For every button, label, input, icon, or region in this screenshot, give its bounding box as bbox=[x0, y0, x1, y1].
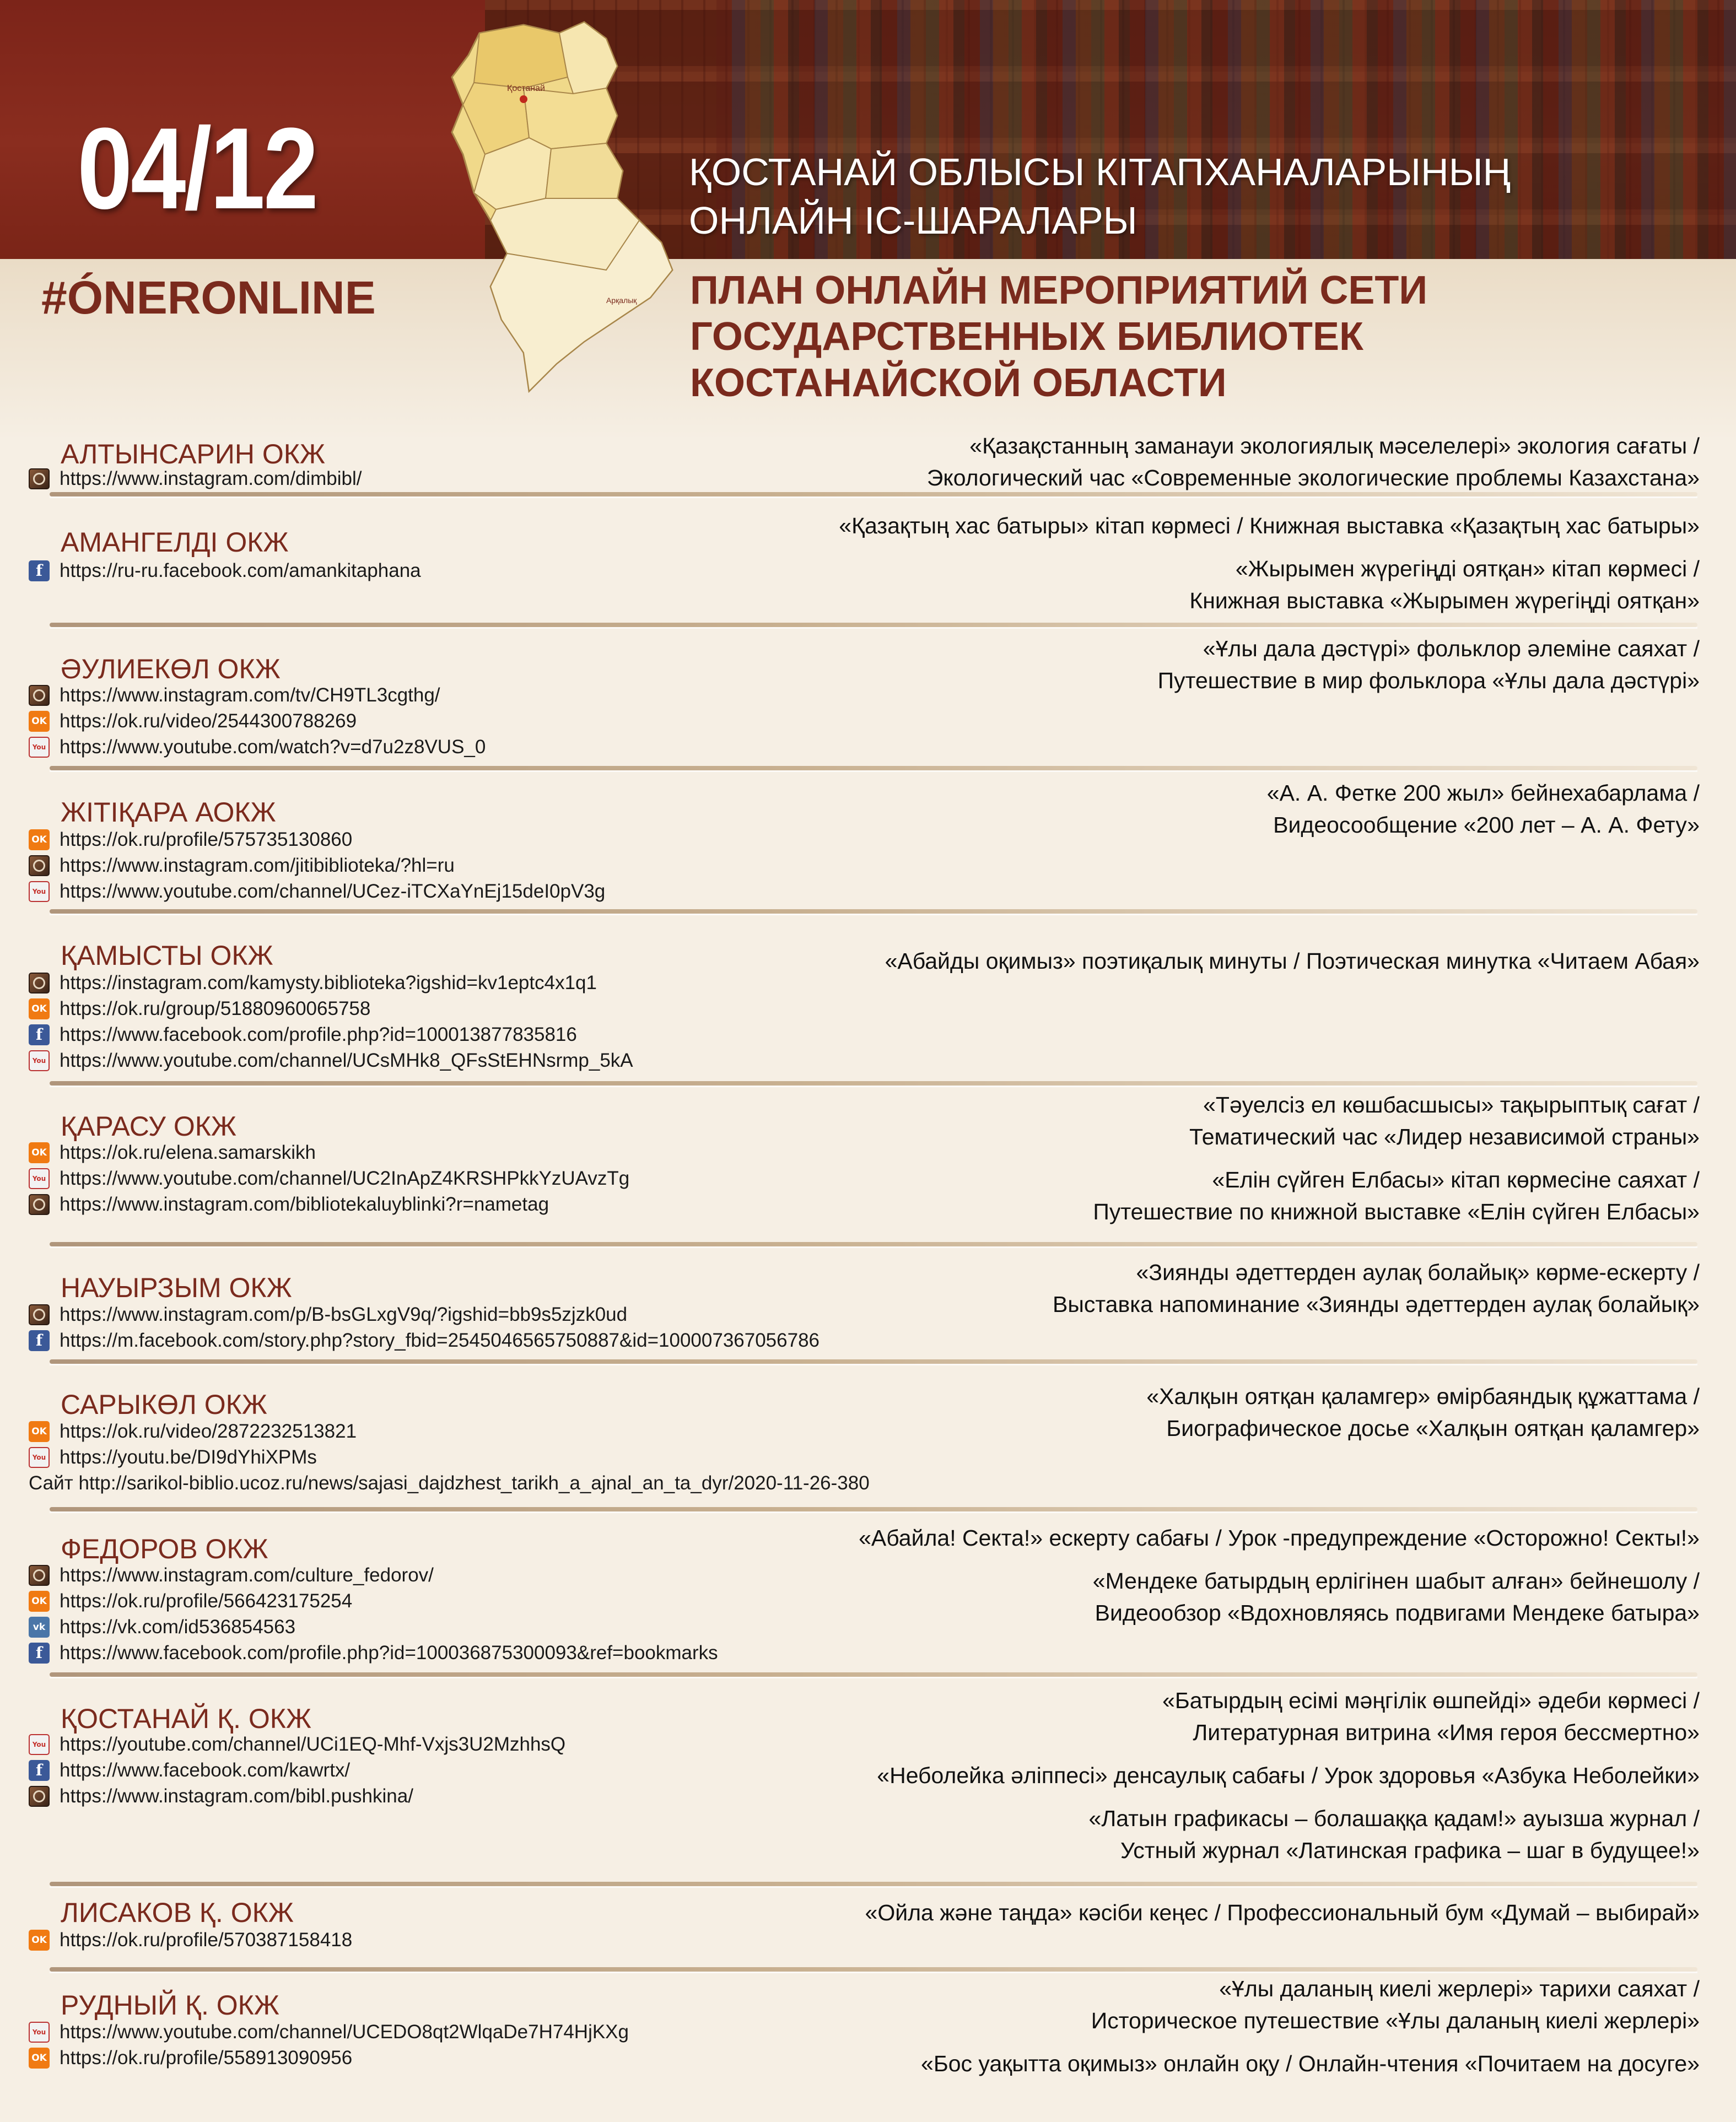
event-line: «Ұлы даланың киелі жерлері» тарихи саяхат / bbox=[1219, 1976, 1700, 2001]
event-list bbox=[1146, 1380, 1700, 1444]
event-line: Биографическое досье «Халқын оятқан қаламгер» bbox=[1166, 1416, 1700, 1441]
youtube-icon: You bbox=[29, 1734, 50, 1755]
link-row[interactable] bbox=[29, 1731, 565, 1757]
ok-icon: OK bbox=[29, 998, 50, 1019]
event-line: «Халқын оятқан қаламгер» өмірбаяндық құжаттама / bbox=[1146, 1384, 1700, 1409]
title-kazakh-line: ОНЛАЙН ІС-ШАРАЛАРЫ bbox=[689, 199, 1137, 242]
library-name: АМАНГЕЛДІ ОКЖ bbox=[61, 527, 289, 558]
event-list bbox=[865, 1897, 1700, 1929]
section-divider bbox=[50, 1967, 1697, 1972]
map-label: Арқалық bbox=[606, 296, 637, 305]
library-name: ҚОСТАНАЙ Қ. ОКЖ bbox=[61, 1703, 312, 1734]
link-url[interactable]: https://ok.ru/profile/575735130860 bbox=[60, 828, 353, 850]
link-list bbox=[29, 1418, 870, 1496]
event-line: «Қазақстанның заманауи экологиялық мәселелері» экология сағаты / bbox=[969, 433, 1700, 458]
link-url[interactable]: https://ru-ru.facebook.com/amankitaphana bbox=[60, 559, 421, 581]
event-line: «Тәуелсіз ел көшбасшысы» тақырыптық сағат / bbox=[1203, 1092, 1700, 1117]
link-list bbox=[29, 1731, 565, 1809]
instagram-icon bbox=[29, 685, 50, 706]
link-url[interactable]: https://www.instagram.com/dimbibl/ bbox=[60, 467, 362, 489]
event-list bbox=[927, 430, 1700, 494]
ok-icon: OK bbox=[29, 1142, 50, 1163]
link-url[interactable]: https://ok.ru/profile/566423175254 bbox=[60, 1590, 353, 1612]
section-divider bbox=[50, 1359, 1697, 1364]
event-line: Видеообзор «Вдохновляясь подвигами Мендеке батыра» bbox=[1095, 1600, 1700, 1626]
link-row[interactable] bbox=[29, 466, 362, 492]
link-url[interactable]: https://ok.ru/group/51880960065758 bbox=[60, 997, 371, 1019]
link-row[interactable] bbox=[29, 1302, 820, 1327]
link-url[interactable]: https://www.facebook.com/kawrtx/ bbox=[60, 1759, 351, 1781]
facebook-icon: f bbox=[29, 1330, 50, 1351]
event-line: Путешествие в мир фольклора «Ұлы дала дәстүрі» bbox=[1157, 668, 1700, 693]
link-row[interactable] bbox=[29, 1444, 870, 1470]
title-russian-line: КОСТАНАЙСКОЙ ОБЛАСТИ bbox=[690, 361, 1227, 405]
event-list bbox=[1093, 1089, 1700, 1228]
link-url[interactable]: https://www.youtube.com/channel/UCez-iTCXaYnEj15deI0pV3g bbox=[60, 880, 606, 902]
link-row[interactable] bbox=[29, 708, 486, 734]
link-row[interactable] bbox=[29, 2045, 629, 2071]
ok-icon: OK bbox=[29, 2048, 50, 2069]
event-line: Выставка напоминание «Зиянды әдеттерден аулақ болайық» bbox=[1053, 1292, 1700, 1317]
facebook-icon: f bbox=[29, 560, 50, 581]
instagram-lens bbox=[33, 1569, 45, 1581]
link-row[interactable] bbox=[29, 1783, 565, 1809]
link-url[interactable]: https://youtu.be/DI9dYhiXPMs bbox=[60, 1446, 317, 1468]
link-url[interactable]: https://www.youtube.com/channel/UCEDO8qt2WlqaDe7H74HjKXg bbox=[60, 2021, 629, 2043]
section-divider bbox=[50, 1507, 1697, 1511]
event-list bbox=[859, 1522, 1700, 1629]
link-row[interactable] bbox=[29, 682, 486, 708]
library-name: РУДНЫЙ Қ. ОКЖ bbox=[61, 1990, 279, 2021]
event-line: «Ұлы дала дәстүрі» фольклор әлеміне саяхат / bbox=[1203, 636, 1700, 661]
youtube-icon: You bbox=[29, 737, 50, 758]
link-row[interactable] bbox=[29, 558, 421, 584]
title-kazakh bbox=[689, 148, 1708, 245]
youtube-icon: You bbox=[29, 1447, 50, 1468]
region-map-icon bbox=[441, 11, 683, 397]
link-row[interactable] bbox=[29, 996, 633, 1022]
link-row[interactable] bbox=[29, 1022, 633, 1047]
date-heading: 04/12 bbox=[77, 104, 317, 233]
facebook-icon: f bbox=[29, 1024, 50, 1045]
ok-icon: OK bbox=[29, 711, 50, 732]
link-list bbox=[29, 558, 421, 584]
title-kazakh-line: ҚОСТАНАЙ ОБЛЫСЫ КІТАПХАНАЛАРЫНЫҢ bbox=[689, 150, 1511, 193]
link-url[interactable]: https://www.youtube.com/watch?v=d7u2z8VUS_0 bbox=[60, 736, 486, 758]
hashtag-label[interactable]: #ÓNERONLINE bbox=[41, 272, 376, 323]
instagram-lens bbox=[33, 977, 45, 989]
event-line: «Бос уақытта оқимыз» онлайн оқу / Онлайн-чтения «Почитаем на досуге» bbox=[921, 2051, 1700, 2076]
link-list bbox=[29, 827, 605, 904]
event-gap bbox=[1093, 1153, 1700, 1164]
instagram-icon bbox=[29, 1565, 50, 1586]
link-url[interactable]: https://youtube.com/channel/UCi1EQ-Mhf-Vxjs3U2MzhhsQ bbox=[60, 1733, 566, 1755]
instagram-icon bbox=[29, 855, 50, 876]
link-list bbox=[29, 1927, 352, 1953]
library-name: ЛИСАКОВ Қ. ОКЖ bbox=[61, 1897, 294, 1928]
link-list bbox=[29, 1140, 629, 1217]
event-line: «Абайды оқимыз» поэтиқалық минуты / Поэтическая минутка «Читаем Абая» bbox=[885, 948, 1700, 974]
link-url[interactable]: https://ok.ru/profile/558913090956 bbox=[60, 2047, 353, 2069]
link-url[interactable]: https://www.youtube.com/channel/UCsMHk8_QFsStEHNsrmp_5kA bbox=[60, 1049, 633, 1071]
event-list bbox=[921, 1973, 1700, 2080]
title-russian-line: ГОСУДАРСТВЕННЫХ БИБЛИОТЕК bbox=[690, 315, 1363, 359]
vk-icon: vk bbox=[29, 1617, 50, 1638]
section-divider bbox=[50, 1672, 1697, 1677]
event-line: «Латын графикасы – болашаққа қадам!» ауызша журнал / bbox=[1088, 1806, 1700, 1831]
link-row[interactable] bbox=[29, 1327, 820, 1353]
link-row[interactable] bbox=[29, 2019, 629, 2045]
youtube-icon: You bbox=[29, 1168, 50, 1189]
instagram-lens bbox=[33, 473, 45, 485]
youtube-icon: You bbox=[29, 881, 50, 902]
title-russian bbox=[690, 267, 1710, 406]
instagram-lens bbox=[33, 860, 45, 872]
facebook-icon: f bbox=[29, 1643, 50, 1664]
link-url[interactable]: https://m.facebook.com/story.php?story_fbid=2545046565750887&id=100007367056786 bbox=[60, 1329, 820, 1351]
instagram-lens bbox=[33, 1309, 45, 1321]
link-url[interactable]: https://www.instagram.com/jitibiblioteka/?hl=ru bbox=[60, 854, 455, 876]
link-row[interactable] bbox=[29, 970, 633, 996]
instagram-icon bbox=[29, 973, 50, 993]
event-line: «А. А. Фетке 200 жыл» бейнехабарлама / bbox=[1266, 780, 1700, 806]
link-url[interactable]: https://ok.ru/elena.samarskikh bbox=[60, 1141, 316, 1163]
event-list bbox=[877, 1684, 1700, 1866]
event-list bbox=[885, 945, 1700, 977]
event-line: Экологический час «Современные экологические проблемы Казахстана» bbox=[926, 465, 1700, 490]
title-russian-line: ПЛАН ОНЛАЙН МЕРОПРИЯТИЙ СЕТИ bbox=[690, 268, 1428, 312]
link-url[interactable]: https://www.instagram.com/p/B-bsGLxgV9q/?igshid=bb9s5zjzk0ud bbox=[60, 1303, 628, 1325]
event-line: Тематический час «Лидер независимой страны» bbox=[1189, 1124, 1700, 1149]
link-list bbox=[29, 2019, 629, 2071]
link-row[interactable] bbox=[29, 852, 605, 878]
instagram-icon bbox=[29, 1786, 50, 1807]
section-divider bbox=[50, 492, 1697, 496]
link-url[interactable]: Сайт http://sarikol-biblio.ucoz.ru/news/sajasi_dajdzhest_tarikh_a_ajnal_an_ta_dyr/2020-11-26-380 bbox=[29, 1472, 870, 1494]
instagram-lens bbox=[33, 1790, 45, 1802]
section-divider bbox=[50, 1081, 1697, 1086]
link-row[interactable] bbox=[29, 1588, 718, 1614]
library-name: ҚАРАСУ ОКЖ bbox=[61, 1111, 237, 1142]
event-line: «Жырымен жүрегіңді оятқан» кітап көрмесі / bbox=[1235, 556, 1700, 581]
instagram-lens bbox=[33, 689, 45, 701]
ok-icon: OK bbox=[29, 829, 50, 850]
section-divider bbox=[50, 1882, 1697, 1886]
link-row[interactable] bbox=[29, 1418, 870, 1444]
link-url[interactable]: https://www.instagram.com/tv/CH9TL3cgthg/ bbox=[60, 684, 440, 706]
event-line: Историческое путешествие «Ұлы даланың киелі жерлері» bbox=[1091, 2008, 1700, 2033]
event-line: «Зиянды әдеттерден аулақ болайық» көрме-ескерту / bbox=[1136, 1260, 1700, 1285]
ok-icon: OK bbox=[29, 1421, 50, 1442]
event-line: «Ойла және таңда» кәсіби кеңес / Профессиональный бум «Думай – выбирай» bbox=[865, 1900, 1700, 1925]
event-gap bbox=[921, 2037, 1700, 2048]
link-url[interactable]: https://www.instagram.com/bibl.pushkina/ bbox=[60, 1785, 413, 1807]
link-row[interactable] bbox=[29, 1614, 718, 1640]
link-list bbox=[29, 1562, 718, 1666]
link-row[interactable] bbox=[29, 1140, 629, 1165]
event-gap bbox=[877, 1748, 1700, 1759]
section-divider bbox=[50, 909, 1697, 914]
event-line: «Батырдың есімі мәңгілік өшпейді» әдеби көрмесі / bbox=[1162, 1688, 1700, 1713]
event-line: «Елін сүйген Елбасы» кітап көрмесіне саяхат / bbox=[1212, 1167, 1700, 1192]
link-row[interactable] bbox=[29, 1757, 565, 1783]
event-line: «Неболейка әліппесі» денсаулық сабағы / Урок здоровья «Азбука Неболейки» bbox=[877, 1763, 1700, 1788]
link-url[interactable]: https://ok.ru/profile/570387158418 bbox=[60, 1929, 353, 1951]
link-list bbox=[29, 1302, 820, 1353]
library-name: ӘУЛИЕКӨЛ ОКЖ bbox=[61, 654, 281, 684]
section-divider bbox=[50, 1242, 1697, 1246]
event-line: «Қазақтың хас батыры» кітап көрмесі / Книжная выставка «Қазақтың хас батыры» bbox=[839, 513, 1700, 538]
instagram-icon bbox=[29, 1194, 50, 1215]
link-url[interactable]: https://www.instagram.com/culture_fedorov/ bbox=[60, 1564, 434, 1586]
link-row[interactable] bbox=[29, 827, 605, 852]
youtube-icon: You bbox=[29, 2022, 50, 2043]
event-list bbox=[839, 510, 1700, 617]
library-name: ФЕДОРОВ ОКЖ bbox=[61, 1534, 268, 1564]
library-name: АЛТЫНСАРИН ОКЖ bbox=[61, 439, 326, 469]
youtube-icon: You bbox=[29, 1050, 50, 1071]
event-line: Литературная витрина «Имя героя бессмертно» bbox=[1193, 1720, 1700, 1745]
link-url[interactable]: https://www.youtube.com/channel/UC2InApZ4KRSHPkkYzUAvzTg bbox=[60, 1167, 630, 1189]
link-url[interactable]: https://instagram.com/kamysty.biblioteka?igshid=kv1eptc4x1q1 bbox=[60, 971, 597, 993]
event-list bbox=[1053, 1256, 1700, 1320]
event-list bbox=[1267, 777, 1700, 841]
event-gap bbox=[839, 542, 1700, 553]
link-row[interactable] bbox=[29, 1640, 718, 1666]
instagram-icon bbox=[29, 468, 50, 489]
link-list bbox=[29, 970, 633, 1073]
link-row[interactable] bbox=[29, 1047, 633, 1073]
link-list bbox=[29, 682, 486, 760]
map-label: Қостанай bbox=[507, 84, 545, 93]
link-url[interactable]: https://ok.ru/video/2544300788269 bbox=[60, 710, 357, 732]
link-row[interactable] bbox=[29, 1562, 718, 1588]
event-line: Видеосообщение «200 лет – А. А. Фету» bbox=[1273, 812, 1700, 838]
ok-icon: OK bbox=[29, 1591, 50, 1612]
event-gap bbox=[877, 1791, 1700, 1802]
link-row[interactable] bbox=[29, 1165, 629, 1191]
section-divider bbox=[50, 766, 1697, 770]
library-name: САРЫКӨЛ ОКЖ bbox=[61, 1389, 267, 1420]
link-url[interactable]: https://vk.com/id536854563 bbox=[60, 1616, 296, 1638]
event-line: Путешествие по книжной выставке «Елін сүйген Елбасы» bbox=[1093, 1199, 1700, 1224]
event-gap bbox=[859, 1554, 1700, 1565]
link-url[interactable]: https://www.facebook.com/profile.php?id=100013877835816 bbox=[60, 1023, 577, 1045]
event-line: Устный журнал «Латинская графика – шаг в будущее!» bbox=[1120, 1838, 1700, 1863]
instagram-icon bbox=[29, 1304, 50, 1325]
facebook-icon: f bbox=[29, 1760, 50, 1781]
link-list bbox=[29, 466, 362, 492]
ok-icon: OK bbox=[29, 1930, 50, 1951]
link-row[interactable] bbox=[29, 1470, 870, 1496]
event-line: Книжная выставка «Жырымен жүрегіңді оятқан» bbox=[1189, 588, 1700, 613]
event-line: «Мендеке батырдың ерлігінен шабыт алған» бейнешолу / bbox=[1092, 1568, 1700, 1594]
link-url[interactable]: https://ok.ru/video/2872232513821 bbox=[60, 1420, 357, 1442]
link-url[interactable]: https://www.instagram.com/bibliotekaluyblinki?r=nametag bbox=[60, 1193, 549, 1215]
link-row[interactable] bbox=[29, 734, 486, 760]
link-url[interactable]: https://www.facebook.com/profile.php?id=100036875300093&ref=bookmarks bbox=[60, 1642, 718, 1664]
link-row[interactable] bbox=[29, 1927, 352, 1953]
library-name: ҚАМЫСТЫ ОКЖ bbox=[61, 940, 273, 971]
link-row[interactable] bbox=[29, 1191, 629, 1217]
section-divider bbox=[50, 623, 1697, 627]
library-name: ЖІТІҚАРА АОКЖ bbox=[61, 797, 276, 828]
instagram-lens bbox=[33, 1198, 45, 1211]
link-row[interactable] bbox=[29, 878, 605, 904]
event-list bbox=[1158, 633, 1700, 696]
library-name: НАУЫРЗЫМ ОКЖ bbox=[61, 1272, 292, 1303]
event-line: «Абайла! Секта!» ескерту сабағы / Урок -предупреждение «Осторожно! Секты!» bbox=[859, 1525, 1700, 1551]
